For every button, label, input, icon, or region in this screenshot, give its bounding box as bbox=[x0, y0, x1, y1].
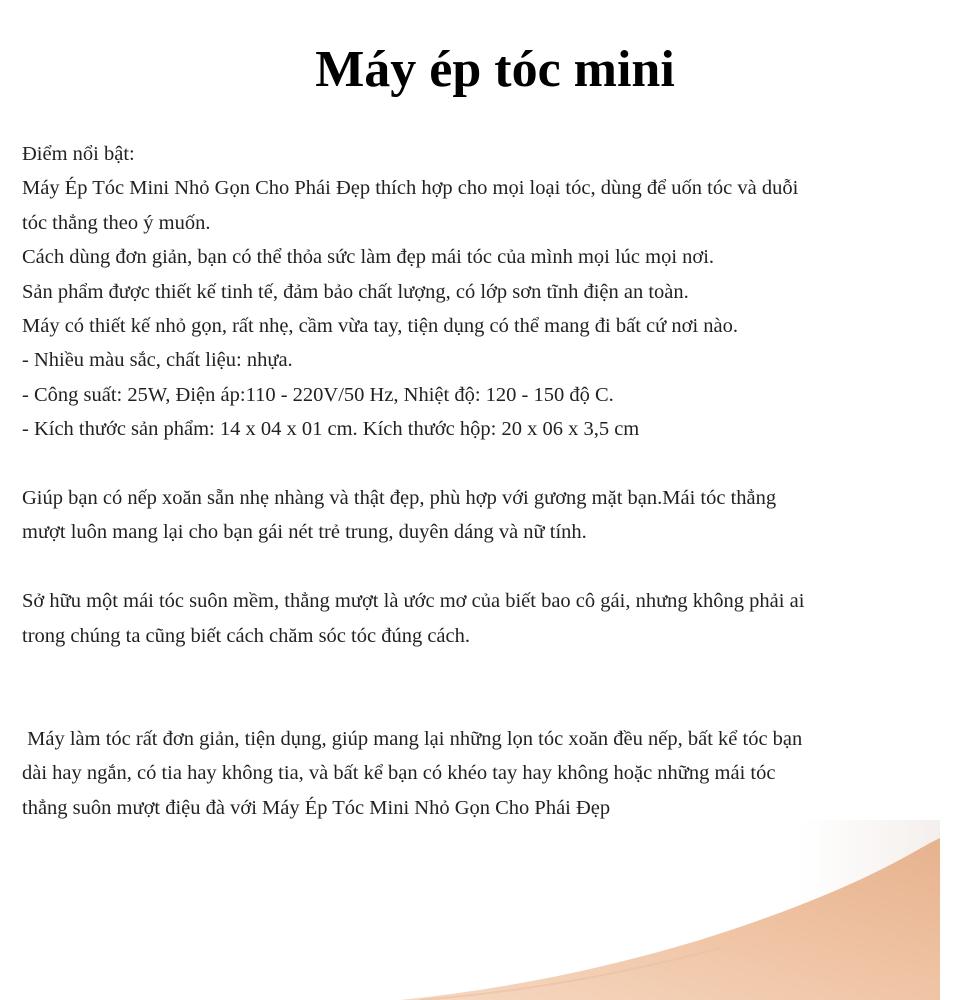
dream-paragraph bbox=[22, 584, 922, 653]
text-line: tóc thẳng theo ý muốn. bbox=[22, 211, 211, 234]
spec-line: - Công suất: 25W, Điện áp:110 - 220V/50 Hz, Nhiệt độ: 120 - 150 độ C. bbox=[22, 383, 614, 406]
highlights-heading: Điểm nổi bật: bbox=[22, 143, 135, 165]
text-line: Sở hữu một mái tóc suôn mềm, thẳng mượt là ước mơ của biết bao cô gái, nhưng không phải ai bbox=[22, 590, 805, 613]
product-description bbox=[22, 137, 922, 825]
paragraph-spacer bbox=[22, 550, 922, 584]
highlights-paragraph bbox=[22, 137, 922, 447]
text-line: trong chúng ta cũng biết cách chăm sóc tóc đúng cách. bbox=[22, 624, 470, 647]
text-line: Máy làm tóc rất đơn giản, tiện dụng, giúp mang lại những lọn tóc xoăn đều nếp, bất kể tóc bạn bbox=[22, 727, 803, 750]
curl-paragraph bbox=[22, 481, 922, 550]
text-line: Máy có thiết kế nhỏ gọn, rất nhẹ, cầm vừa tay, tiện dụng có thể mang đi bất cứ nơi nào. bbox=[22, 315, 739, 338]
spec-line: - Kích thước sản phẩm: 14 x 04 x 01 cm. Kích thước hộp: 20 x 06 x 3,5 cm bbox=[22, 418, 640, 441]
text-line: dài hay ngắn, có tia hay không tia, và bất kể bạn có khéo tay hay không hoặc những mái tóc bbox=[22, 762, 776, 785]
text-line: thẳng suôn mượt điệu đà với Máy Ép Tóc Mini Nhỏ Gọn Cho Phái Đẹp bbox=[22, 796, 611, 819]
page-title: Máy ép tóc mini bbox=[315, 41, 675, 98]
paragraph-spacer bbox=[22, 447, 922, 481]
spec-line: - Nhiều màu sắc, chất liệu: nhựa. bbox=[22, 349, 293, 372]
text-line: mượt luôn mang lại cho bạn gái nét trẻ trung, duyên dáng và nữ tính. bbox=[22, 521, 587, 544]
text-line: Giúp bạn có nếp xoăn sẵn nhẹ nhàng và thật đẹp, phù hợp với gương mặt bạn.Mái tóc thẳng bbox=[22, 487, 777, 510]
usage-paragraph bbox=[22, 722, 922, 825]
text-line: Cách dùng đơn giản, bạn có thể thỏa sức làm đẹp mái tóc của mình mọi lúc mọi nơi. bbox=[22, 246, 715, 269]
paragraph-spacer bbox=[22, 653, 922, 722]
hand-photo bbox=[0, 820, 960, 1000]
text-line: Sản phẩm được thiết kế tinh tế, đảm bảo chất lượng, có lớp sơn tĩnh điện an toàn. bbox=[22, 280, 689, 303]
text-line: Máy Ép Tóc Mini Nhỏ Gọn Cho Phái Đẹp thích hợp cho mọi loại tóc, dùng để uốn tóc và duỗi bbox=[22, 177, 799, 200]
